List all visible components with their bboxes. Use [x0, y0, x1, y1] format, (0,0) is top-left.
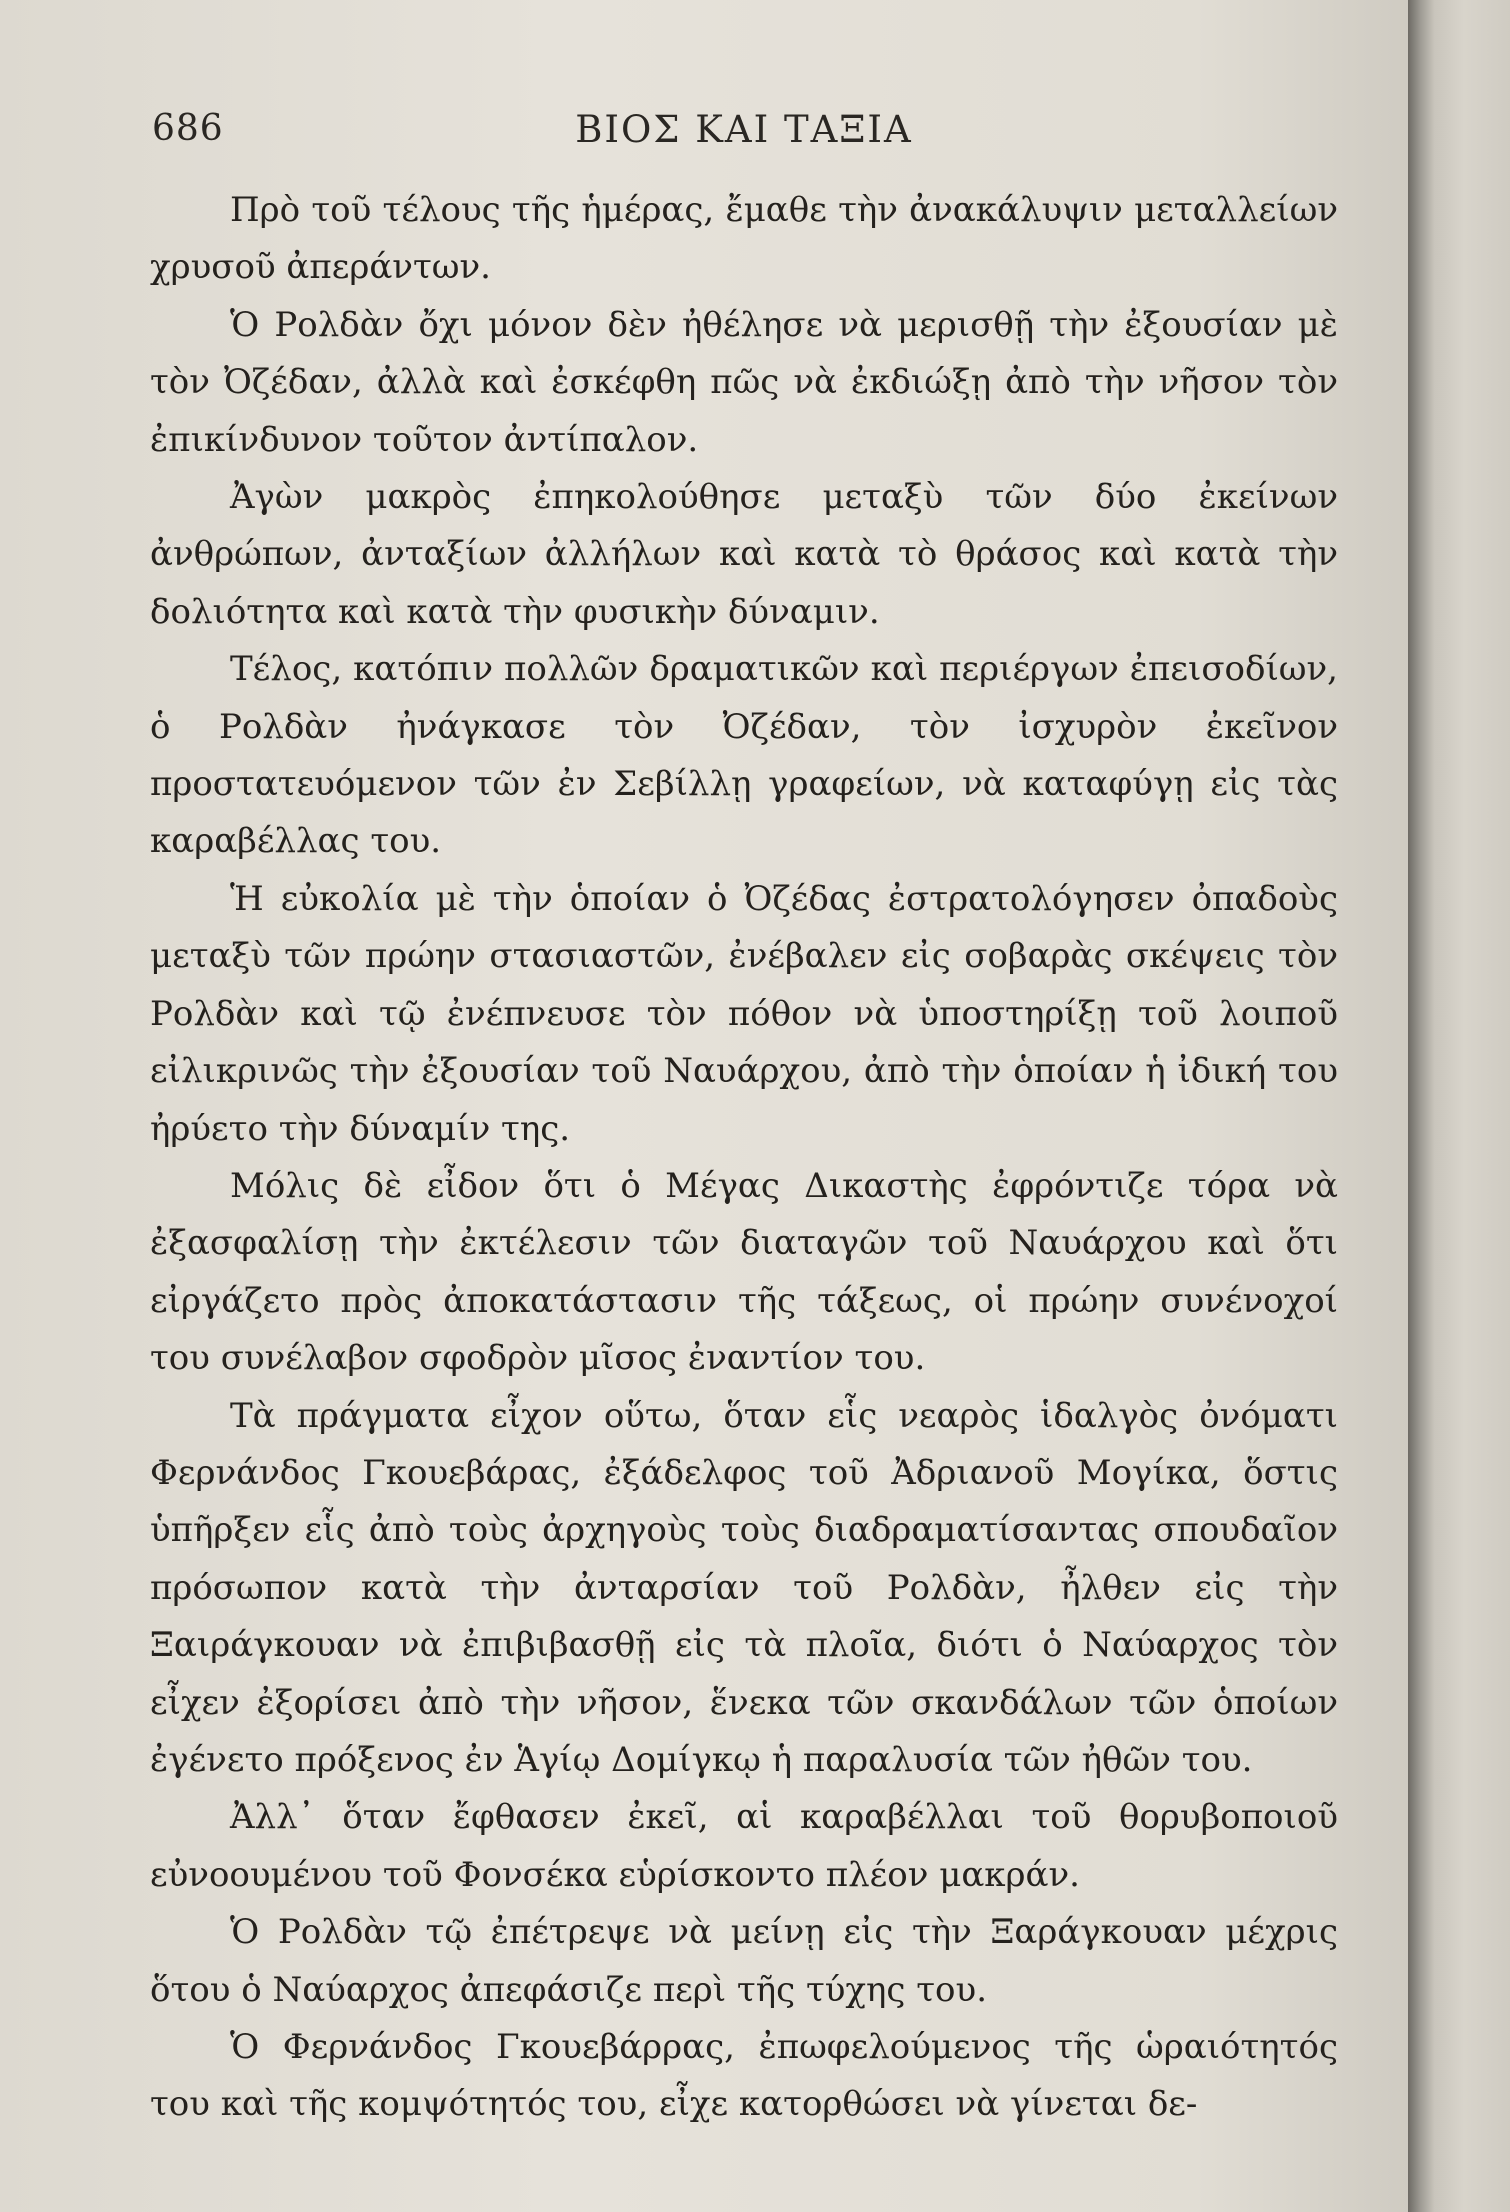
paragraph-6: Μόλις δὲ εἶδον ὅτι ὁ Μέγας Δικαστὴς ἐφρόντιζε τόρα νὰ ἐξασφαλίσῃ τὴν ἐκτέλεσιν τῶν διαταγῶν τοῦ Ναυάρχου καὶ ὅτι εἰργάζετο πρὸς ἀποκατάστασιν τῆς τάξεως, οἱ πρώην συνένοχοί του συνέλαβον σφοδρὸν μῖσος ἐναντίον του. — [150, 1165, 1338, 1379]
paragraph-1: Πρὸ τοῦ τέλους τῆς ἡμέρας, ἔμαθε τὴν ἀνακάλυψιν μεταλλείων χρυσοῦ ἀπεράντων. — [150, 190, 1338, 288]
paragraph-2: Ὁ Ρολδὰν ὄχι μόνον δὲν ἠθέλησε νὰ μερισθῇ τὴν ἐξουσίαν μὲ τὸν Ὀζέδαν, ἀλλὰ καὶ ἐσκέφθη πῶς νὰ ἐκδιώξῃ ἀπὸ τὴν νῆσον τὸν ἐπικίνδυνον τοῦτον ἀντίπαλον. — [150, 304, 1338, 460]
body-text — [150, 182, 1338, 2134]
book-gutter-shadow — [1408, 0, 1510, 2212]
paragraph-4: Τέλος, κατόπιν πολλῶν δραματικῶν καὶ περιέργων ἐπεισοδίων, ὁ Ρολδὰν ἠνάγκασε τὸν Ὀζέδαν, τὸν ἰσχυρὸν ἐκεῖνον προστατευόμενον τῶν ἐν Σεβίλλῃ γραφείων, νὰ καταφύγῃ εἰς τὰς καραβέλλας του. — [150, 649, 1338, 862]
paragraph-9: Ὁ Ρολδὰν τῷ ἐπέτρεψε νὰ μείνῃ εἰς τὴν Ξαράγκουαν μέχρις ὅτου ὁ Ναύαρχος ἀπεφάσιζε περὶ τῆς τύχης του. — [150, 1912, 1338, 2010]
page-number: 686 — [152, 108, 224, 149]
page-header — [152, 108, 1336, 158]
paragraph-5: Ἡ εὐκολία μὲ τὴν ὁποίαν ὁ Ὀζέδας ἐστρατολόγησεν ὀπαδοὺς μεταξὺ τῶν πρώην στασιαστῶν, ἐνέβαλεν εἰς σοβαρὰς σκέψεις τὸν Ρολδὰν καὶ τῷ ἐνέπνευσε τὸν πόθον νὰ ὑποστηρίξῃ τοῦ λοιποῦ εἰλικρινῶς τὴν ἐξουσίαν τοῦ Ναυάρχου, ἀπὸ τὴν ὁποίαν ἡ ἰδική του ἠρύετο τὴν δύναμίν της. — [150, 878, 1338, 1149]
paragraph-7: Τὰ πράγματα εἶχον οὕτω, ὅταν εἷς νεαρὸς ἱδαλγὸς ὀνόματι Φερνάνδος Γκουεβάρας, ἐξάδελφος τοῦ Ἀδριανοῦ Μογίκα, ὅστις ὑπῆρξεν εἷς ἀπὸ τοὺς ἀρχηγοὺς τοὺς διαδραματίσαντας σπουδαῖον πρόσωπον κατὰ τὴν ἀνταρσίαν τοῦ Ρολδὰν, ἦλθεν εἰς τὴν Ξαιράγκουαν νὰ ἐπιβιβασθῇ εἰς τὰ πλοῖα, διότι ὁ Ναύαρχος τὸν εἶχεν ἐξορίσει ἀπὸ τὴν νῆσον, ἕνεκα τῶν σκανδάλων τῶν ὁποίων ἐγένετο πρόξενος ἐν Ἁγίῳ Δομίγκῳ ἡ παραλυσία τῶν ἠθῶν του. — [150, 1395, 1338, 1780]
paragraph-10: Ὁ Φερνάνδος Γκουεβάρρας, ἐπωφελούμενος τῆς ὡραιότητός του καὶ τῆς κομψότητός του, εἶχε κατορθώσει νὰ γίνεται δε- — [150, 2027, 1338, 2125]
paragraph-3: Ἀγὼν μακρὸς ἐπηκολούθησε μεταξὺ τῶν δύο ἐκείνων ἀνθρώπων, ἀνταξίων ἀλλήλων καὶ κατὰ τὸ θράσος καὶ κατὰ τὴν δολιότητα καὶ κατὰ τὴν φυσικὴν δύναμιν. — [150, 477, 1338, 632]
paragraph-8: Ἀλλ᾿ ὅταν ἔφθασεν ἐκεῖ, αἱ καραβέλλαι τοῦ θορυβοποιοῦ εὐνοουμένου τοῦ Φονσέκα εὑρίσκοντο πλέον μακράν. — [150, 1797, 1338, 1895]
running-title: ΒΙΟΣ ΚΑΙ ΤΑΞΙΑ — [575, 108, 913, 151]
